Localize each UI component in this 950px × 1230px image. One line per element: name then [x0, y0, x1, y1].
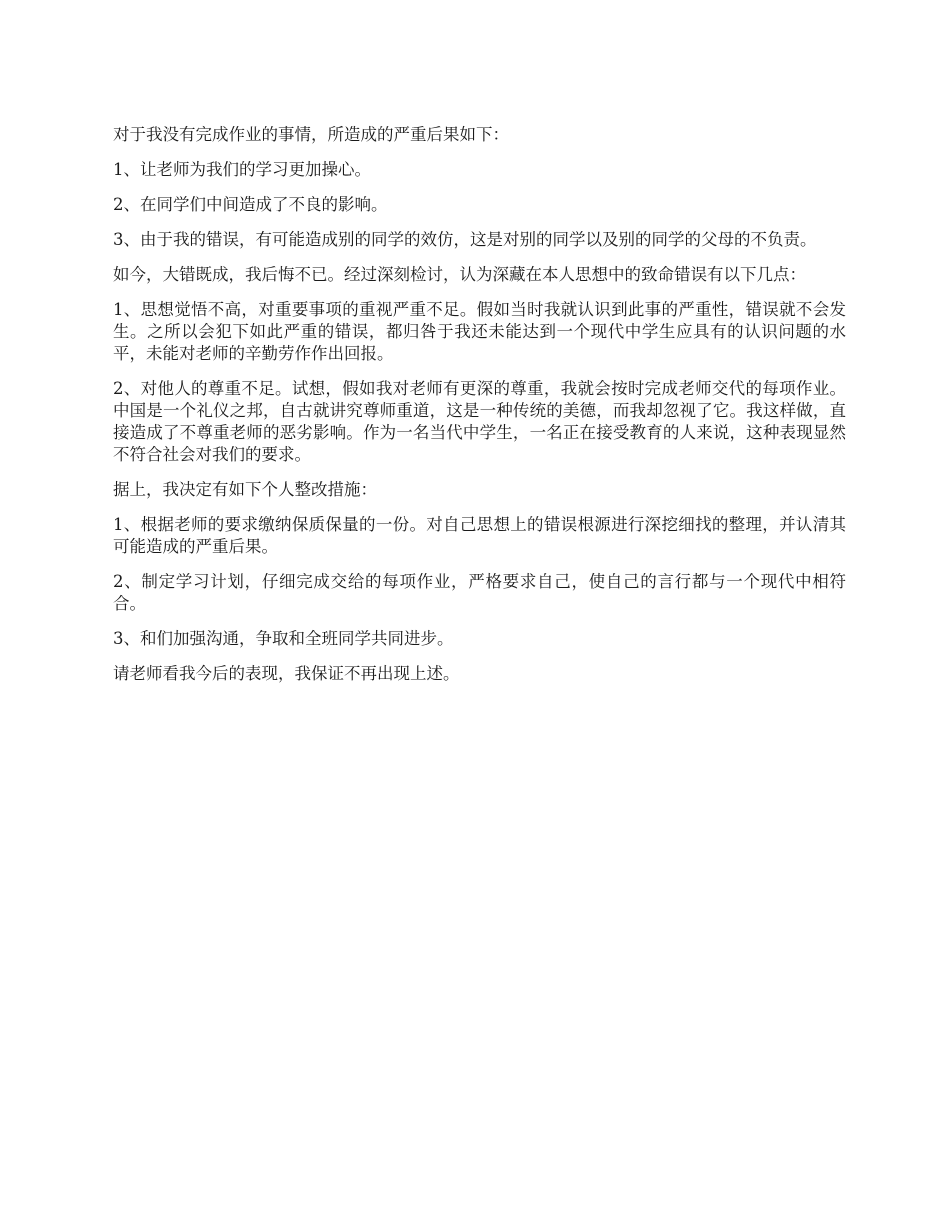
paragraph-measure-1: 1、根据老师的要求缴纳保质保量的一份。对自己思想上的错误根源进行深挖细找的整理，并认清其可能造成的严重后果。	[113, 515, 846, 556]
paragraph-measures-intro: 据上，我决定有如下个人整改措施：	[113, 480, 377, 499]
paragraph-intro: 对于我没有完成作业的事情，所造成的严重后果如下：	[113, 125, 509, 144]
document-body	[113, 124, 846, 698]
paragraph-error-2: 2、对他人的尊重不足。试想，假如我对老师有更深的尊重，我就会按时完成老师交代的每项作业。中国是一个礼仪之邦，自古就讲究尊师重道，这是一种传统的美德，而我却忽视了它。我这样做，直接造成了不尊重老师的恶劣影响。作为一名当代中学生，一名正在接受教育的人来说，这种表现显然不符合社会对我们的要求。	[113, 379, 846, 464]
paragraph-error-1: 1、思想觉悟不高，对重要事项的重视严重不足。假如当时我就认识到此事的严重性，错误就不会发生。之所以会犯下如此严重的错误，都归咎于我还未能达到一个现代中学生应具有的认识问题的水平，未能对老师的辛勤劳作作出回报。	[113, 300, 846, 363]
paragraph-closing: 请老师看我今后的表现，我保证不再出现上述。	[113, 664, 460, 683]
paragraph-measure-2: 2、制定学习计划，仔细完成交给的每项作业，严格要求自己，使自己的言行都与一个现代中相符合。	[113, 572, 846, 613]
paragraph-reflection: 如今，大错既成，我后悔不已。经过深刻检讨，认为深藏在本人思想中的致命错误有以下几点：	[113, 265, 806, 284]
paragraph-consequence-3: 3、由于我的错误，有可能造成别的同学的效仿，这是对别的同学以及别的同学的父母的不负责。	[113, 230, 817, 249]
paragraph-measure-3: 3、和们加强沟通，争取和全班同学共同进步。	[113, 629, 454, 648]
paragraph-consequence-1: 1、让老师为我们的学习更加操心。	[113, 160, 371, 179]
paragraph-consequence-2: 2、在同学们中间造成了不良的影响。	[113, 195, 388, 214]
